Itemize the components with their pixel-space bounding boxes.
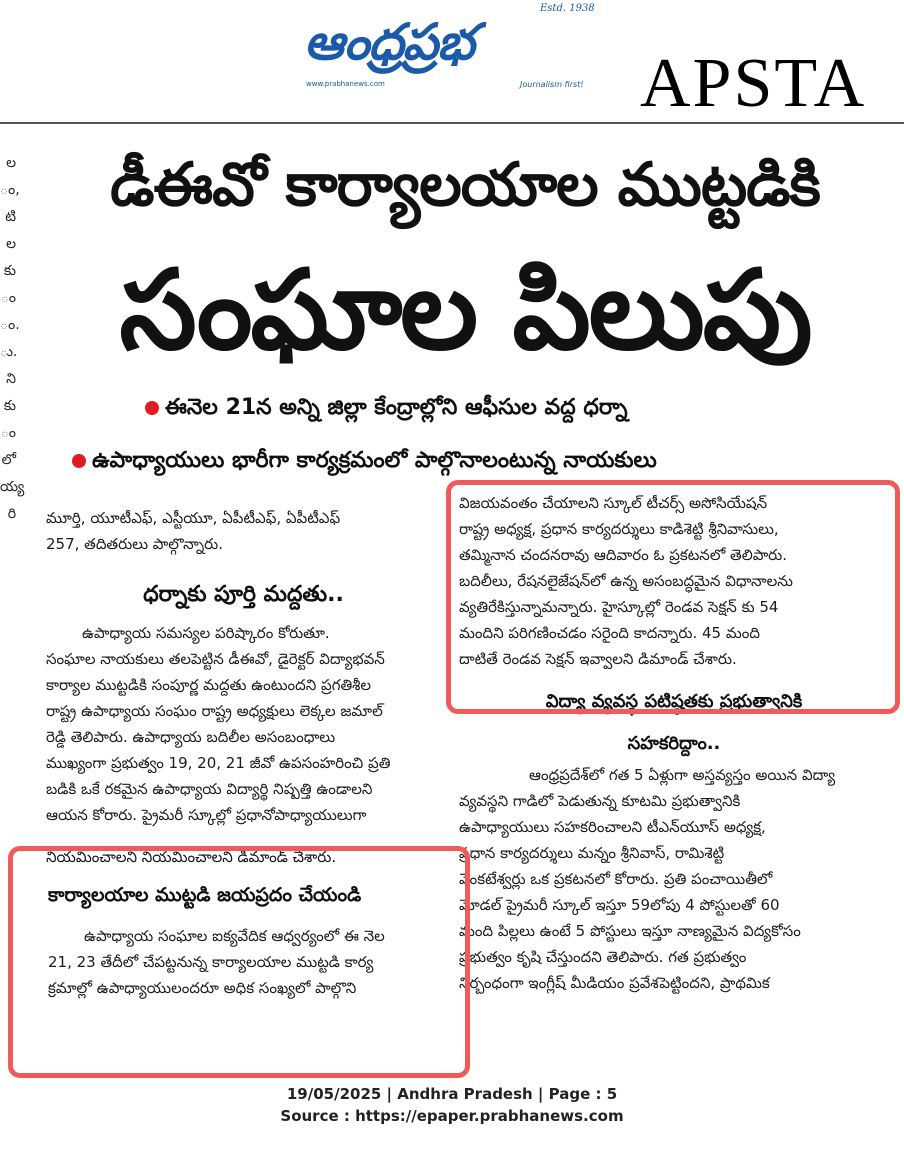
text-line: రెడ్డి తెలిపారు. ఉపాధ్యాయ బదిలీల అసంబంధాలు: [46, 728, 336, 746]
left-fragment-line: ం.: [0, 317, 20, 333]
text-line: విజయవంతం చేయాలని స్కూల్ టీచర్స్ అసోసియేషన్: [459, 494, 768, 512]
logo-tagline: Journalism first!: [520, 80, 584, 89]
subhead-2-text: ఉపాధ్యాయులు భారీగా కార్యక్రమంలో పాల్గొనాలంటున్న నాయకులు: [92, 448, 657, 473]
estd-label: Estd. 1938: [540, 3, 595, 14]
col1-intro: [46, 505, 441, 557]
subhead-1-text: ఈనెల 21న అన్ని జిల్లా కేంద్రాల్లోని ఆఫీసుల వద్ద ధర్నా: [165, 395, 628, 420]
logo-website: www.prabhanews.com: [306, 80, 385, 88]
col2-section-body: [459, 762, 889, 996]
text-line: కార్యాల ముట్టడికి సంపూర్ణ మద్దతు ఉంటుందని ప్రగతిశీల: [46, 676, 372, 694]
text-line: దాటితే రెండవ సెక్షన్ ఇవ్వాలని డిమాండ్ చేశారు.: [459, 650, 737, 668]
left-fragment-line: ం: [0, 290, 16, 306]
footer-date-page: 19/05/2025 | Andhra Pradesh | Page : 5: [286, 1085, 618, 1103]
left-fragment-line: ని: [6, 371, 16, 387]
left-fragment-line: లో: [1, 452, 16, 468]
headline-line-2: సంఘాల పిలుపు: [119, 246, 811, 374]
head-cut-text: విద్యా వ్యవస్థ పటిష్ఠతకు ప్రభుత్వానికి: [545, 691, 803, 712]
text-line: బడికి ఒకే రకమైన ఉపాధ్యాయ విద్యార్థి నిష్పత్తి ఉండాలని: [46, 780, 373, 798]
left-fragment-line: కు: [3, 398, 16, 414]
text-line: సంఘాల నాయకులు తలపెట్టిన డీఈవో, డైరెక్టర్ విద్యాభవన్: [46, 650, 385, 668]
left-fragment-line: ం,: [0, 182, 20, 198]
headline-line-1: డీఈవో కార్యాలయాల ముట్టడికి: [110, 150, 820, 220]
text-line: మూర్తి, యూటీఎఫ్, ఎస్టీయూ, ఏపీటీఎఫ్, ఏపీటీఎఫ్: [46, 509, 341, 527]
apsta-badge: APSTA: [640, 45, 867, 122]
red-bullet-icon: [72, 454, 86, 468]
left-fragment-line: టి: [5, 209, 16, 225]
left-fragment-line: ం: [0, 425, 16, 441]
cut-line-text: నియమించాలని నియమించాలని డిమాండ్ చేశారు.: [46, 848, 337, 866]
text-line: 21, 23 తేదీలో చేపట్టనున్న కార్యాలయాల ముట్టడి కార్య: [48, 953, 374, 971]
left-fragment-line: రి: [7, 506, 16, 522]
text-line: వ్యవస్థని గాడిలో పెడుతున్న కూటమి ప్రభుత్వానికి: [459, 792, 741, 810]
text-line: ఆంధ్రప్రదేశ్‌లో గత 5 ఏళ్లుగా అస్తవ్యస్తం అయిన విద్యా: [529, 766, 836, 784]
text-line: వెంకటేశ్వర్లు ఒక ప్రకటనలో కోరారు. ప్రతి పంచాయితీలో: [459, 870, 773, 888]
col1-section-head: ధర్నాకు పూర్తి మద్దతు..: [143, 582, 344, 607]
text-line: బదిలీలు, రేషనలైజేషన్‌లో ఉన్న అసంబద్ధమైన విధానాలను: [459, 572, 793, 590]
text-line: ఉపాధ్యాయ సమస్యల పరిష్కారం కోరుతూ.: [82, 624, 330, 642]
text-line: వ్యతిరేకిస్తున్నామన్నారు. హైస్కూల్లో రెండవ సెక్షన్ కు 54: [459, 598, 779, 616]
left-fragment-line: ల: [6, 155, 16, 171]
left-fragment-line: కు: [3, 263, 16, 279]
col2-section-head: సహకరిద్దాం..: [627, 733, 721, 754]
masthead-divider: [0, 122, 904, 124]
text-line: మందిని పరిగణించడం సరైంది కాదన్నారు. 45 మంది: [459, 624, 760, 642]
red-bullet-icon: [145, 401, 159, 415]
text-line: ముఖ్యంగా ప్రభుత్వం 19, 20, 21 జీవో ఉపసంహరించి ప్రతి: [46, 754, 391, 772]
highlight-box-right: [446, 480, 900, 714]
text-line: ఆయన కోరారు. ప్రైమరీ స్కూల్లో ప్రధానోపాధ్యాయులుగా: [46, 806, 367, 824]
text-line: ఉపాధ్యాయులు సహకరించాలని టీఎన్‌యూస్ అధ్యక్ష,: [459, 818, 766, 836]
text-line: నిర్బంధంగా ఇంగ్లీష్ మీడియం ప్రవేశపెట్టిందని, ప్రాథమిక: [459, 974, 770, 992]
highlight-box-left: [8, 846, 470, 1078]
text-line: ప్రభుత్వం కృషి చేస్తుందని తెలిపారు. గత ప్రభుత్వం: [459, 948, 747, 966]
left-fragment-line: య్య: [0, 479, 25, 495]
left-fragment-line: ల: [6, 236, 16, 252]
newspaper-logo-text: ఆంధ్రప్రభ: [304, 12, 474, 71]
text-line: ఉపాధ్యాయ సంఘాల ఐక్యవేదిక ఆధ్వర్యంలో ఈ నెల: [84, 927, 385, 945]
text-line: మోడల్ ప్రైమరీ స్కూల్ ఇస్తూ 59లోపు 4 పోస్టులతో 60: [459, 896, 780, 914]
left-box-head: కార్యాలయాల ముట్టడి జయప్రదం చేయండి: [48, 884, 362, 906]
subhead-1: [145, 395, 845, 425]
text-line: ప్రధాన కార్యదర్శులు మన్నం శ్రీనివాస్, రామిశెట్టి: [459, 844, 725, 862]
text-line: మంది పిల్లలు ఉంటే 5 పోస్టులు ఇస్తూ నాణ్యమైన విద్యకోసం: [459, 922, 801, 940]
col1-section-body: [46, 620, 444, 828]
text-line: రాష్ట్ర ఉపాధ్యాయ సంఘం రాష్ట్ర అధ్యక్షులు లెక్కల జమాల్: [46, 702, 383, 720]
text-line: 257, తదితరులు పాల్గొన్నారు.: [46, 535, 224, 553]
text-line: తమ్మినాన చందనరావు ఆదివారం ఓ ప్రకటనలో తెలిపారు.: [459, 546, 788, 564]
footer-source: Source : https://epaper.prabhanews.com: [280, 1107, 624, 1125]
subhead-2: [72, 448, 892, 478]
left-column-fragment: [0, 150, 25, 660]
text-line: రాష్ట్ర అధ్యక్ష, ప్రధాన కార్యదర్శులు కాడిశెట్టి శ్రీనివాసులు,: [459, 520, 779, 538]
text-line: క్రమాల్లో ఉపాధ్యాయులందరూ అధిక సంఖ్యలో పాల్గొని: [48, 979, 357, 997]
left-fragment-line: ు.: [0, 344, 18, 360]
